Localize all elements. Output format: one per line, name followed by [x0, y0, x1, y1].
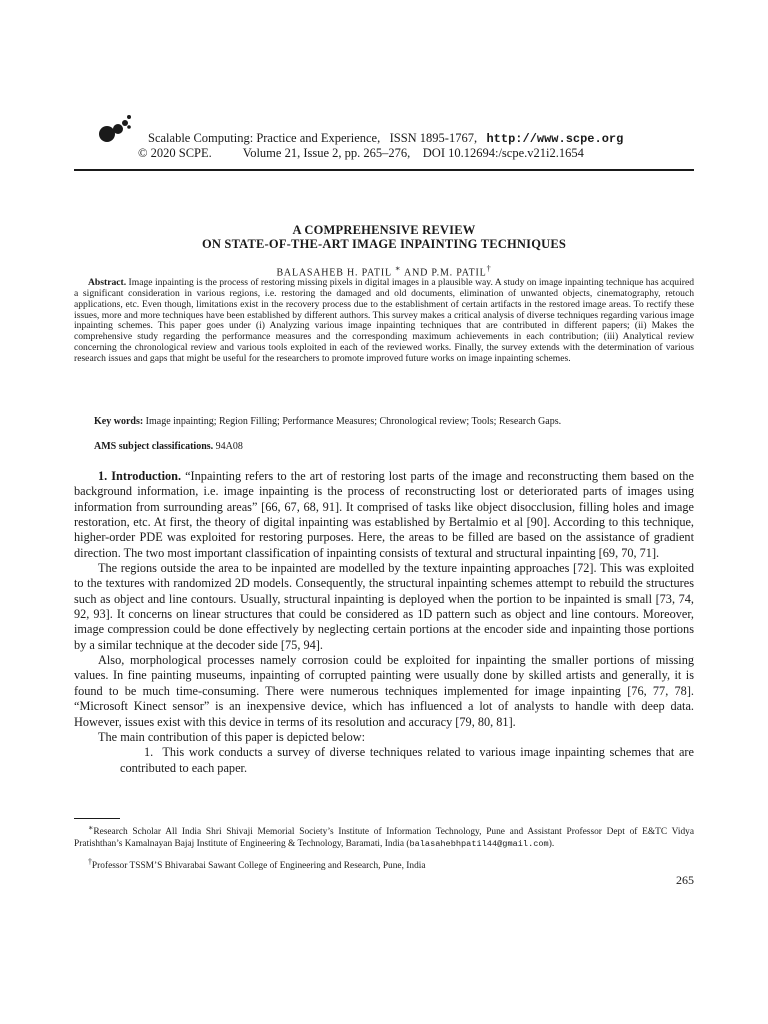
footnote-2-mark: †	[88, 857, 92, 866]
footnote-1-mark: ∗	[88, 823, 94, 832]
page-number: 265	[676, 873, 694, 887]
abstract-text: Image inpainting is the process of restoring missing pixels in digital images in a plausible way. A study on image inpainting technique has acquired a significant consideration in various regions, i.e. restoring the damaged and old documents, elimination of unwanted objects, cinematography, retouch applications, etc. Even though, limitations exist in the recovery process due to the establishment of certain artifacts in the restored image areas. To rectify these issues, more and more techniques have been established by different authors. This survey makes a critical analysis of diverse techniques regarding various image inpainting schemes. This paper goes under (i) Analyzing various image inpainting techniques that are contributed in different papers; (ii) Makes the comprehensive study regarding the performance measures and the corresponding maximum achievements in each contribution; (iii) Analytical review concerning the chronological review and various tools exploited in each of the reviewed works. Finally, the survey extends with the determination of various research issues and gaps that might be useful for the researchers to promote improved future works on image inpainting schemes.	[74, 277, 695, 364]
list-number: 1.	[144, 745, 154, 760]
footnote-1-text: Research Scholar All India Shri Shivaji Memorial Society’s Institute of Information Technology, Pune and Assistant Professor Dept of E&TC Vidya Pratishthan’s Kamalnayan Bajaj Institute of Engineering & Technology, Baramati, India (	[74, 827, 694, 849]
intro-paragraph-2: The regions outside the area to be inpainted are modelled by the texture inpainting approaches [72]. This was exploited to the textures with randomized 2D models. Consequently, the structural inpainting schemes attempt to rebuild the structures such as object and line contours. Usually, structural inpainting is deployed when the portion to be inpainted is small [73, 74, 92, 93]. It concerns on linear structures that could be considered as 1D pattern such as object and line contours. Moreover, image compression could be done effectively by neglecting certain portions at the encoder side and inpainting those portions by a similar technique at the decoder side [75, 94].	[74, 561, 694, 652]
ams-classification	[94, 441, 243, 452]
header-divider	[74, 169, 694, 171]
abstract	[74, 278, 694, 365]
footnote-2-text: Professor TSSM’S Bhivarabai Sawant College of Engineering and Research, Pune, India	[91, 861, 426, 872]
scpe-logo	[96, 112, 136, 144]
footnote-1	[74, 822, 694, 850]
author-2: AND P.M. PATIL	[404, 267, 487, 279]
footnote-1-end: ).	[548, 838, 555, 849]
ams-value: 94A08	[215, 441, 243, 452]
author-1-mark: ∗	[394, 264, 402, 273]
volume-info: Volume 21, Issue 2, pp. 265–276,	[242, 146, 411, 160]
footnote-2	[74, 856, 694, 873]
author-2-mark: †	[486, 264, 492, 273]
volume-line	[138, 146, 584, 161]
journal-name: Scalable Computing: Practice and Experience,	[148, 131, 381, 145]
author-1: BALASAHEB H. PATIL	[276, 267, 392, 279]
section-heading: 1. Introduction.	[98, 469, 182, 483]
intro-paragraph-4: The main contribution of this paper is depicted below:	[98, 729, 366, 744]
intro-p1-text: “Inpainting refers to the art of restoring lost parts of the image and reconstructing them based on the background information, i.e. image inpainting is the process of reconstructing lost or deteriorated parts of images using information from surrounding areas” [66, 67, 68, 91]. It comprised of tasks like object disocclusion, filling holes and image restoration, etc. At first, the theory of digital inpainting was established by Bertalmio et al [90]. According to this technique, higher-order PDE was exploited for restoring purposes. Here, the areas to be filled are based on the assistance of gradient direction. The two most important classification of inpainting consists of textural and structural inpainting [69, 70, 71].	[74, 469, 695, 560]
keywords-text: Image inpainting; Region Filling; Performance Measures; Chronological review; Tools; Research Gaps.	[145, 416, 562, 427]
keywords	[94, 416, 561, 427]
list-text: This work conducts a survey of diverse techniques related to various image inpainting schemes that are contributed to each paper.	[120, 745, 694, 775]
abstract-label: Abstract.	[88, 277, 127, 288]
body-text	[74, 469, 694, 776]
intro-paragraph-1	[74, 469, 694, 561]
journal-issn: ISSN 1895-1767,	[389, 131, 478, 145]
paper-title-line2: ON STATE-OF-THE-ART IMAGE INPAINTING TECHNIQUES	[201, 237, 567, 251]
ams-label: AMS subject classifications.	[94, 441, 214, 452]
footnote-divider	[74, 818, 120, 819]
journal-line	[148, 131, 623, 146]
paper-title-line1: A COMPREHENSIVE REVIEW	[292, 223, 476, 237]
intro-paragraph-3: Also, morphological processes namely corrosion could be exploited for inpainting the smaller portions of missing values. In fine painting museums, inpainting of corrupted painting were usually done by skilled artists and generally, it is found to be much time-consuming. There were numerous techniques implemented for image inpainting [76, 77, 78]. “Microsoft Kinect sensor” is an inexpensive device, which has influenced a lot of analysts to handle with deep data. However, issues exist with this device in terms of its resolution and accuracy [79, 80, 81].	[74, 653, 694, 729]
copyright: © 2020 SCPE.	[138, 146, 212, 160]
author-email[interactable]: balasahebhpatil44@gmail.com	[409, 838, 549, 849]
journal-url[interactable]: http://www.scpe.org	[486, 132, 624, 146]
contribution-item-1	[74, 745, 694, 776]
keywords-label: Key words:	[94, 416, 144, 427]
doi: DOI 10.12694:/scpe.v21i2.1654	[422, 146, 584, 160]
